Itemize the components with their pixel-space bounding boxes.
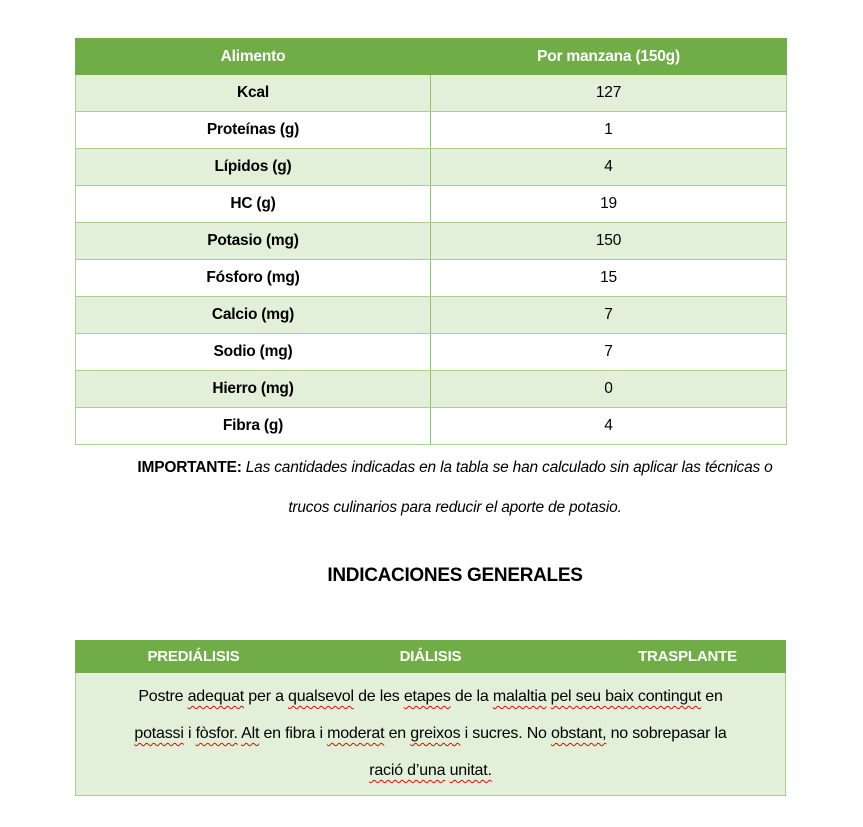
- misspelled-word: potassi: [134, 725, 184, 742]
- body-text-segment: de la: [450, 688, 493, 705]
- nutrient-label: Fibra (g): [76, 408, 431, 445]
- table-row: [76, 186, 787, 223]
- indications-table: [75, 640, 786, 796]
- nutrient-label: Hierro (mg): [76, 371, 431, 408]
- body-text-segment: per a: [244, 688, 289, 705]
- indications-header-row: [75, 640, 786, 673]
- table-row: [76, 334, 787, 371]
- table-row: [76, 112, 787, 149]
- indications-col-header-dialisis: DIÁLISIS: [399, 648, 462, 665]
- nutrient-value: 1: [431, 112, 787, 149]
- nutrient-label: Kcal: [76, 75, 431, 112]
- nutrient-value: 7: [431, 334, 787, 371]
- nutrient-label: Potasio (mg): [76, 223, 431, 260]
- nutrient-value: 127: [431, 75, 787, 112]
- nutrient-label: Sodio (mg): [76, 334, 431, 371]
- section-heading: INDICACIONES GENERALES: [327, 565, 583, 586]
- nutrition-table: [75, 38, 787, 445]
- misspelled-word: qualsevol: [288, 688, 354, 705]
- nutrition-col-header-por-manzana: Por manzana (150g): [431, 39, 787, 75]
- important-note-text: trucos culinarios para reducir el aporte de potasio.: [288, 499, 622, 516]
- misspelled-word: pel seu baix contingut: [550, 688, 702, 705]
- nutrient-value: 15: [431, 260, 787, 297]
- misspelled-word: moderat: [327, 725, 385, 742]
- important-note-line-2: [75, 488, 835, 528]
- indications-body-line-3: [84, 752, 777, 789]
- misspelled-word: Alt: [241, 725, 260, 742]
- nutrient-value: 4: [431, 408, 787, 445]
- indications-body: [75, 673, 786, 796]
- table-row: [76, 371, 787, 408]
- indications-body-line-1: [84, 678, 777, 715]
- indications-col-header-predialisis: PREDIÁLISIS: [147, 648, 240, 665]
- misspelled-word: adequat: [187, 688, 245, 705]
- nutrition-header-row: [76, 39, 787, 75]
- table-row: [76, 297, 787, 334]
- misspelled-word: fòsfor.: [195, 725, 238, 742]
- table-row: [76, 408, 787, 445]
- body-text-segment: en: [701, 688, 723, 705]
- nutrient-value: 0: [431, 371, 787, 408]
- indications-col-header-trasplante: TRASPLANTE: [638, 648, 737, 665]
- important-note-label: IMPORTANTE:: [137, 459, 242, 476]
- body-text-segment: en: [384, 725, 411, 742]
- indications-body-line-2: [84, 715, 777, 752]
- table-row: [76, 260, 787, 297]
- important-note: [75, 448, 835, 528]
- misspelled-word: etapes: [403, 688, 451, 705]
- nutrient-value: 4: [431, 149, 787, 186]
- body-text-segment: i sucres. No: [460, 725, 551, 742]
- body-text-segment: i: [183, 725, 196, 742]
- nutrient-value: 7: [431, 297, 787, 334]
- nutrient-label: HC (g): [76, 186, 431, 223]
- body-text-segment: de les: [353, 688, 404, 705]
- misspelled-word: malaltia: [492, 688, 547, 705]
- nutrition-col-header-alimento: Alimento: [76, 39, 431, 75]
- misspelled-word: unitat.: [449, 762, 492, 779]
- body-text-segment: Postre: [138, 688, 188, 705]
- nutrient-value: 19: [431, 186, 787, 223]
- misspelled-word: obstant,: [551, 725, 607, 742]
- table-row: [76, 223, 787, 260]
- nutrient-label: Fósforo (mg): [76, 260, 431, 297]
- body-text-segment: en fibra i: [259, 725, 328, 742]
- important-note-line-1: [75, 448, 835, 488]
- nutrient-label: Calcio (mg): [76, 297, 431, 334]
- nutrient-label: Proteínas (g): [76, 112, 431, 149]
- table-row: [76, 149, 787, 186]
- important-note-text: Las cantidades indicadas en la tabla se han calculado sin aplicar las técnicas o: [241, 459, 773, 476]
- body-text-segment: no sobrepasar la: [606, 725, 727, 742]
- table-row: [76, 75, 787, 112]
- misspelled-word: greixos: [410, 725, 461, 742]
- misspelled-word: ració d’una: [369, 762, 446, 779]
- nutrient-label: Lípidos (g): [76, 149, 431, 186]
- nutrient-value: 150: [431, 223, 787, 260]
